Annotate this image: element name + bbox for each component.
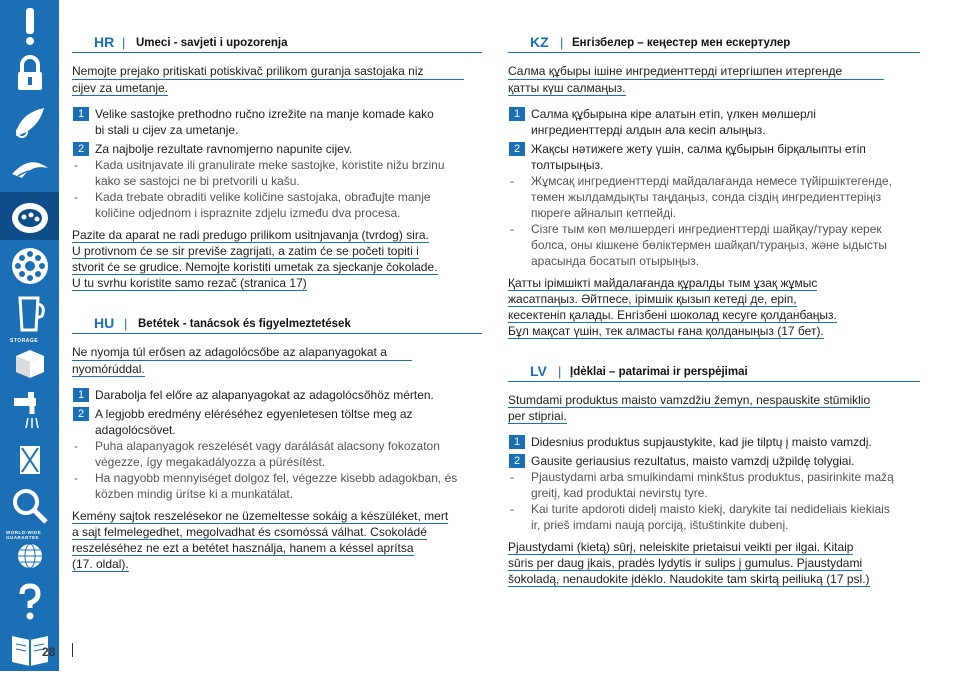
- warning-line: Қатты ірімшікті майдалағанда құралды тым ұзақ жұмыс: [508, 276, 818, 290]
- language-code: HU: [94, 315, 115, 331]
- separator: |: [122, 35, 126, 50]
- step-line: Didesnius produktus supjaustykite, kad jie tilptų į maisto vamzdį.: [531, 435, 872, 449]
- step-item: [508, 434, 920, 450]
- warning-line: reszeléséhez ne ezt a betétet használja, hanem a késsel aprítsa: [72, 541, 414, 555]
- intro-paragraph: [72, 63, 482, 96]
- exclamation-icon: [0, 0, 60, 52]
- processor-top-icon: [0, 192, 60, 244]
- storage-label: STORAGE: [10, 338, 39, 344]
- bullet-line: Сізге тым көп мөлшердегі ингредиенттерді шайқау/турау керек: [531, 222, 882, 236]
- bullet-line: Pjaustydami arba smulkindami minkštus produktus, pasirinkite mažą: [531, 470, 894, 484]
- warning-paragraph: [508, 539, 920, 587]
- right-column: [508, 30, 920, 587]
- section-header-lv: [508, 359, 920, 382]
- step-number-badge: 1: [73, 107, 89, 121]
- intro-paragraph: [72, 344, 482, 377]
- bullet-line: količine odjednom i ispraznite zdjelu između dva procesa.: [95, 206, 401, 220]
- step-line: Za najbolje rezultate ravnomjerno napunite cijev.: [95, 142, 353, 156]
- section-header-hu: [72, 311, 482, 334]
- separator: |: [558, 364, 562, 379]
- step-item: [72, 406, 482, 438]
- step-line: Velike sastojke prethodno ručno izrežite na manje komade kako: [95, 107, 434, 121]
- bullet-line: Жұмсақ ингредиенттерді майдалағанда немесе түйіршіктегенде,: [531, 174, 892, 188]
- language-code: KZ: [530, 34, 549, 50]
- sidebar-icon-strip: [0, 0, 60, 673]
- bin-icon: [0, 432, 60, 484]
- bullet-line: болса, оны кішкене бөліктермен шайқап/тураңыз, және ыдысты: [531, 238, 888, 252]
- question-mark-icon: [0, 576, 60, 628]
- bullet-line: greitį, kad produktai nevirstų tyre.: [531, 486, 708, 500]
- section-title: Енгізбелер – кеңестер мен ескертулер: [572, 37, 791, 49]
- bullet-item: [72, 470, 482, 502]
- step-line: Gausite geriausius rezultatus, maisto vamzdį užpildę tolygiai.: [531, 454, 855, 468]
- intro-line: Stumdami produktus maisto vamzdžiu žemyn, nespauskite stūmiklio: [508, 393, 871, 407]
- section-title: Umeci - savjeti i upozorenja: [136, 37, 288, 49]
- section-header-kz: [508, 30, 920, 53]
- step-number-badge: 1: [509, 107, 525, 121]
- bullet-item: [72, 189, 482, 221]
- warning-line: кесектеніп қалады. Енгізбені шоколад кесуге қолданбаңыз.: [508, 308, 837, 322]
- intro-line: per stipriai.: [508, 409, 567, 423]
- step-line: толтырыңыз.: [531, 158, 604, 172]
- step-number-badge: 2: [73, 142, 89, 156]
- bullet-dash: -: [510, 222, 514, 236]
- warning-line: a sajt felmelegedhet, megolvadhat és csomóssá válhat. Csokoládé: [72, 525, 427, 539]
- warning-paragraph: [508, 275, 920, 339]
- bullet-line: Kada usitnjavate ili granulirate meke sastojke, koristite nižu brzinu: [95, 158, 445, 172]
- bullet-item: [72, 438, 482, 470]
- bullet-dash: -: [510, 174, 514, 188]
- bullet-item: [508, 173, 920, 221]
- bullet-line: ir, prieš imdami naują porciją, ištuštinkite dubenį.: [531, 518, 789, 532]
- bullet-line: арасында босатып отырыңыз.: [531, 254, 700, 268]
- warning-line: (17. oldal).: [72, 557, 129, 571]
- section-title: Betétek - tanácsok és figyelmeztetések: [138, 318, 351, 330]
- whisk-icon: [0, 144, 60, 196]
- step-number-badge: 2: [509, 142, 525, 156]
- step-line: A legjobb eredmény eléréséhez egyenletesen töltse meg az: [95, 407, 413, 421]
- warning-line: Pjaustydami (kietą) sūrį, neleiskite prietaisui veikti per ilgai. Kitaip: [508, 540, 854, 554]
- padlock-icon: [0, 48, 60, 100]
- warning-line: жасатпаңыз. Әйтпесе, ірімшік қызып кетеді де, еріп,: [508, 292, 797, 306]
- warning-line: šokoladą, nenaudokite įdėklo. Naudokite tam skirtą peiliuką (17 psl.): [508, 572, 870, 586]
- step-number-badge: 1: [73, 388, 89, 402]
- step-item: [508, 453, 920, 469]
- warning-line: sūris per daug įkais, pradės lydytis ir sulips į gumulus. Pjaustydami: [508, 556, 863, 570]
- warning-line: U protivnom će se sir previše zagrijati, a zatim će se početi topiti i: [72, 244, 419, 258]
- step-number-badge: 2: [73, 407, 89, 421]
- section-header-hr: [72, 30, 482, 53]
- page-number-divider: [72, 643, 73, 657]
- intro-paragraph: [508, 63, 920, 96]
- bullet-dash: -: [74, 158, 78, 172]
- magnifier-icon: [0, 480, 60, 532]
- step-number-badge: 1: [509, 435, 525, 449]
- bullet-line: Kai turite apdoroti didelį maisto kiekį, darykite tai nedideliais kiekiais: [531, 502, 890, 516]
- bullet-line: төмен жылдамдықты таңдаңыз, сонда сіздің ингредиенттеріңіз: [531, 190, 882, 204]
- bullet-dash: -: [74, 471, 78, 485]
- intro-line: cijev za umetanje.: [72, 81, 169, 95]
- step-item: [508, 106, 920, 138]
- warning-line: Бұл мақсат үшін, тек алмасты ғана қолданыңыз (17 бет).: [508, 324, 824, 338]
- warning-paragraph: [72, 508, 482, 572]
- storage-box-icon: [0, 336, 60, 388]
- separator: |: [124, 316, 128, 331]
- warning-line: U tu svrhu koristite samo rezač (stranica 17): [72, 276, 307, 290]
- warning-line: Pazite da aparat ne radi predugo prilikom usitnjavanja (tvrdog) sira.: [72, 228, 429, 242]
- intro-line: Ne nyomja túl erősen az adagolócsőbe az alapanyagokat a: [72, 344, 412, 361]
- step-line: ингредиенттерді алдын ала кесіп алыңыз.: [531, 123, 766, 137]
- bullet-line: végezze, így megakadályozza a pürésítést.: [95, 455, 326, 469]
- bullet-line: Ha nagyobb mennyiséget dolgoz fel, végezze kisebb adagokban, és: [95, 471, 458, 485]
- guarantee-label: WORLD-WIDE GUARANTEE: [6, 530, 42, 540]
- warning-paragraph: [72, 227, 482, 291]
- step-line: adagolócsövet.: [95, 423, 176, 437]
- warning-line: Kemény sajtok reszelésekor ne üzemeltesse sokáig a készüléket, mert: [72, 509, 449, 523]
- bullet-item: [508, 469, 920, 501]
- intro-line: nyomórúddal.: [72, 362, 145, 376]
- bullet-line: Puha alapanyagok reszelését vagy darálását alacsony fokozaton: [95, 439, 440, 453]
- bullet-dash: -: [510, 470, 514, 484]
- step-item: [72, 141, 482, 157]
- step-number-badge: 2: [509, 454, 525, 468]
- step-line: Салма құбырына кіре алатын етіп, үлкен мөлшерлі: [531, 107, 816, 121]
- tap-water-icon: [0, 384, 60, 436]
- step-line: bi stali u cijev za umetanje.: [95, 123, 239, 137]
- bullet-line: Kada trebate obraditi velike količine sastojaka, obrađujte manje: [95, 190, 431, 204]
- bullet-item: [508, 221, 920, 269]
- intro-paragraph: [508, 392, 920, 424]
- intro-line: Nemojte prejako pritiskati potiskivač prilikom guranja sastojaka niz: [72, 63, 464, 80]
- step-item: [508, 141, 920, 173]
- step-item: [72, 106, 482, 138]
- bullet-dash: -: [510, 502, 514, 516]
- bullet-item: [72, 157, 482, 189]
- blade-leaf-icon: [0, 96, 60, 148]
- step-line: Darabolja fel előre az alapanyagokat az adagolócsőhöz mérten.: [95, 388, 434, 402]
- jug-icon: [0, 288, 60, 340]
- intro-line: қатты күш салмаңыз.: [508, 81, 626, 95]
- bullet-line: пюреге айналып кетпейді.: [531, 206, 677, 220]
- bullet-line: közben mindig ürítse ki a munkatálat.: [95, 487, 294, 501]
- language-code: HR: [94, 34, 115, 50]
- step-item: [72, 387, 482, 403]
- section-title: Įdėklai – patarimai ir perspėjimai: [570, 366, 748, 378]
- intro-line: Салма құбыры ішіне ингредиенттерді итергішпен итергенде: [508, 63, 884, 80]
- bullet-dash: -: [74, 439, 78, 453]
- bullet-item: [508, 501, 920, 533]
- page-number: 28: [42, 645, 56, 659]
- disc-icon: [0, 240, 60, 292]
- separator: |: [560, 35, 564, 50]
- bullet-line: kako se sastojci ne bi pretvorili u kašu.: [95, 174, 300, 188]
- left-column: [72, 30, 482, 572]
- step-line: Жақсы нәтижеге жету үшін, салма құбырын бірқалыпты етіп: [531, 142, 866, 156]
- language-code: LV: [530, 363, 547, 379]
- globe-guarantee-icon: [0, 528, 60, 580]
- bullet-dash: -: [74, 190, 78, 204]
- warning-line: stvorit će se grudice. Nemojte koristiti umetak za sjeckanje čokolade.: [72, 260, 438, 274]
